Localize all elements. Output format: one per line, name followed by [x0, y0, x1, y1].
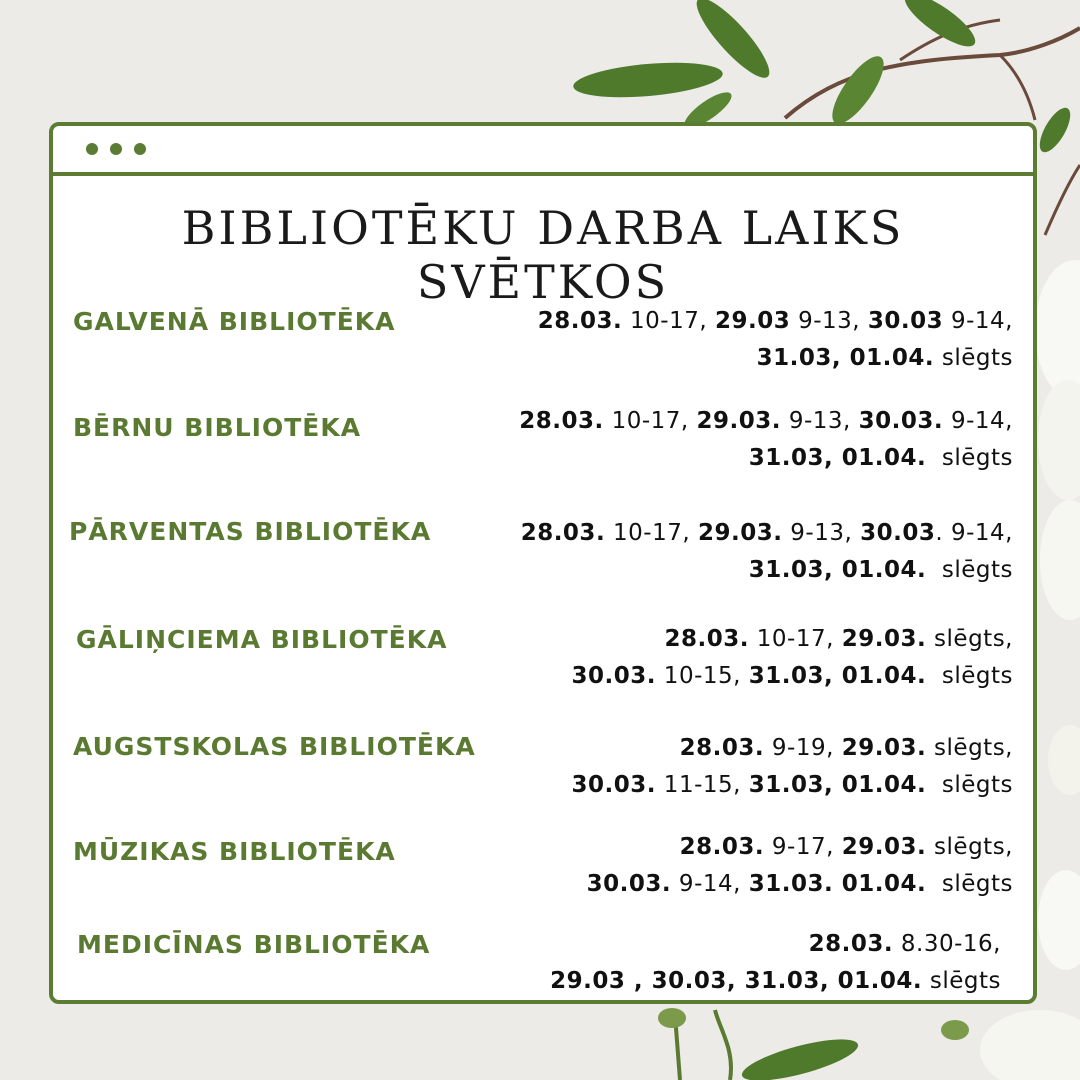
library-name: AUGSTSKOLAS BIBLIOTĒKA [73, 732, 476, 761]
hours-text: 9-13, [782, 520, 861, 546]
hours-text: slēgts [926, 663, 1013, 689]
hours-text: . 9-14, [935, 520, 1013, 546]
date-label: 29.03. [697, 520, 783, 546]
hours-text: slēgts, [926, 626, 1013, 652]
date-label: 31.03. 01.04. [748, 871, 927, 897]
hours-line [572, 658, 1014, 695]
hours-text: slēgts [926, 772, 1013, 798]
library-hours [587, 829, 1013, 903]
date-label: 28.03. [519, 408, 604, 434]
hours-text: 9-19, [764, 735, 842, 761]
hours-text: 11-15, [656, 772, 749, 798]
hours-text: 10-17, [748, 626, 842, 652]
hours-text: 9-13, [781, 408, 859, 434]
hours-text: 9-14, [943, 408, 1013, 434]
library-hours [538, 303, 1013, 377]
hours-line [519, 403, 1013, 440]
hours-text: 9-14, [943, 308, 1013, 334]
library-hours [550, 926, 1001, 1000]
date-label: 29.03 [715, 308, 791, 334]
date-label: 30.03. [571, 663, 656, 689]
hours-text: slēgts [926, 871, 1013, 897]
hours-line [572, 767, 1014, 804]
hours-text: 10-15, [656, 663, 749, 689]
hours-text: 9-13, [790, 308, 868, 334]
date-label: 31.03, 01.04. [748, 663, 927, 689]
hours-text: 9-17, [764, 834, 842, 860]
library-name: BĒRNU BIBLIOTĒKA [73, 413, 362, 442]
date-label: 29.03. [841, 626, 927, 652]
library-hours [572, 621, 1014, 695]
hours-text: 10-17, [605, 520, 698, 546]
date-label: 30.03. [858, 408, 944, 434]
library-name: PĀRVENTAS BIBLIOTĒKA [69, 517, 432, 546]
date-label: 30.03 [860, 520, 936, 546]
date-label: 29.03. [696, 408, 782, 434]
hours-line [521, 515, 1013, 552]
hours-text: slēgts, [926, 735, 1013, 761]
library-hours [519, 403, 1013, 477]
date-label: 30.03. [586, 871, 672, 897]
hours-text: slēgts [926, 557, 1013, 583]
date-label: 29.03 , 30.03, 31.03, 01.04. [550, 968, 923, 994]
library-name: GĀLIŅCIEMA BIBLIOTĒKA [76, 625, 448, 654]
date-label: 28.03. [520, 520, 606, 546]
window-dot-icon [110, 143, 122, 155]
hours-line [538, 340, 1013, 377]
hours-line [587, 829, 1013, 866]
date-label: 30.03. [571, 772, 656, 798]
hours-line [572, 621, 1014, 658]
library-hours [572, 730, 1014, 804]
hours-line [550, 926, 1001, 963]
hours-text: 10-17, [603, 408, 697, 434]
page-title: BIBLIOTĒKU DARBA LAIKS SVĒTKOS [181, 201, 905, 309]
hours-text: slēgts, [926, 834, 1013, 860]
window-titlebar [53, 126, 1033, 176]
hours-text: 8.30-16, [893, 931, 1001, 957]
hours-text: 9-14, [671, 871, 749, 897]
hours-text: slēgts [922, 968, 1001, 994]
library-name: GALVENĀ BIBLIOTĒKA [73, 307, 396, 336]
hours-line [519, 440, 1013, 477]
hours-line [521, 552, 1013, 589]
library-name: MEDICĪNAS BIBLIOTĒKA [77, 930, 431, 959]
hours-line [587, 866, 1013, 903]
date-label: 29.03. [841, 834, 927, 860]
window-dot-icon [134, 143, 146, 155]
library-name: MŪZIKAS BIBLIOTĒKA [73, 837, 396, 866]
library-hours [521, 515, 1013, 589]
date-label: 31.03, 01.04. [748, 772, 927, 798]
date-label: 31.03, 01.04. [748, 557, 927, 583]
hours-line [550, 963, 1001, 1000]
hours-line [538, 303, 1013, 340]
hours-line [572, 730, 1014, 767]
date-label: 31.03, 01.04. [748, 445, 927, 471]
hours-text: slēgts [934, 345, 1013, 371]
date-label: 28.03. [679, 735, 765, 761]
date-label: 29.03. [841, 735, 927, 761]
schedule-window [49, 122, 1037, 1004]
date-label: 28.03. [537, 308, 623, 334]
window-dot-icon [86, 143, 98, 155]
date-label: 30.03 [867, 308, 944, 334]
hours-text: 10-17, [622, 308, 715, 334]
date-label: 31.03, 01.04. [756, 345, 935, 371]
date-label: 28.03. [808, 931, 894, 957]
hours-text: slēgts [926, 445, 1013, 471]
date-label: 28.03. [664, 626, 749, 652]
date-label: 28.03. [679, 834, 765, 860]
